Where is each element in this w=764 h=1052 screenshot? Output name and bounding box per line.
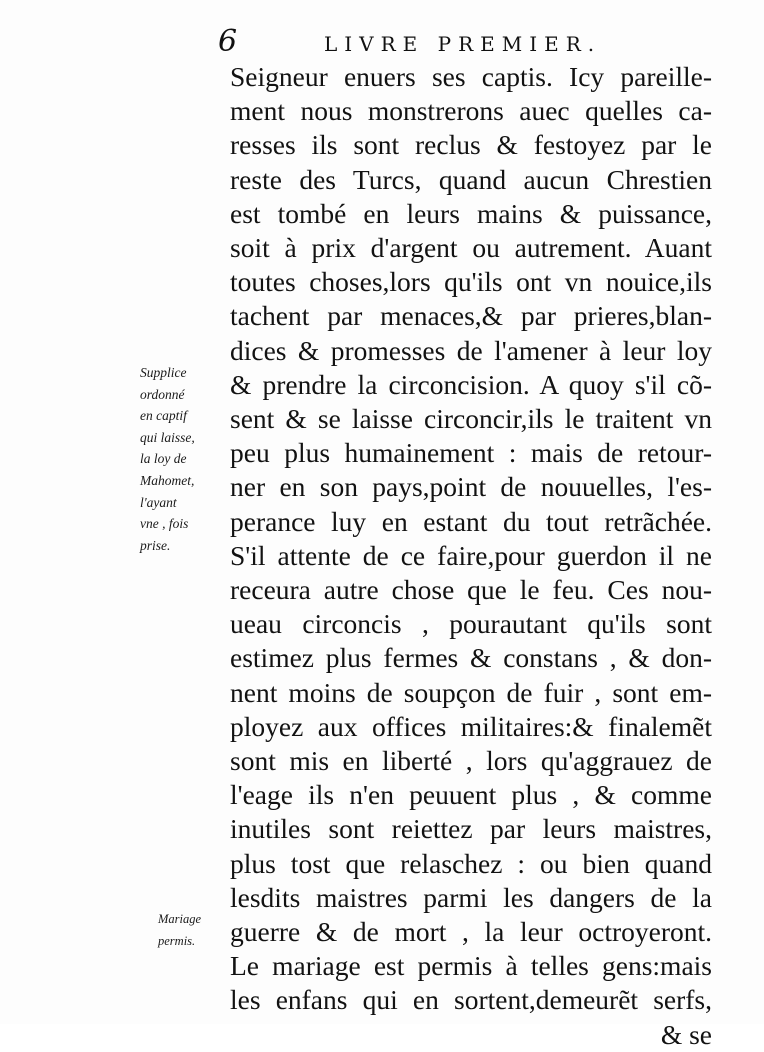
text-line: sent & se laisse circoncir,ils le traitent vn (230, 403, 712, 435)
marginal-note-line: l'ayant (140, 494, 177, 510)
text-line: toutes choses,lors qu'ils ont vn nouice,ils (230, 266, 712, 298)
marginal-note-line: prise. (140, 537, 171, 553)
text-line: l'eage ils n'en peuuent plus , & comme (230, 779, 712, 811)
marginal-note-line: la loy de (140, 451, 187, 467)
text-line: tachent par menaces,& par prieres,blan- (230, 300, 712, 332)
text-line: ment nous monstrerons auec quelles ca- (230, 95, 712, 127)
text-line: peu plus humainement : mais de retour- (230, 437, 712, 469)
text-line: soit à prix d'argent ou autrement. Auant (230, 232, 712, 264)
text-line: S'il attente de ce faire,pour guerdon il ne (230, 539, 712, 571)
marginal-note-line: vne , fois (140, 516, 189, 532)
marginal-note-line: Mahomet, (140, 472, 195, 488)
text-line: perance luy en estant du tout retrãchée. (230, 505, 712, 537)
marginal-note-line: Mariage (158, 912, 202, 926)
text-line: ployez aux offices militaires:& finalemẽt (230, 710, 712, 742)
text-line: lesdits maistres parmi les dangers de la (230, 881, 712, 913)
marginal-note-mariage (158, 908, 201, 952)
marginal-note-line: Supplice (140, 365, 187, 380)
page-header (218, 24, 638, 64)
text-line: les enfans qui en sortent,demeurẽt serfs, (230, 984, 712, 1016)
text-line: ueau circoncis , pourautant qu'ils sont (230, 608, 712, 640)
text-line: plus tost que relaschez : ou bien quand (230, 847, 712, 879)
text-line: estimez plus fermes & constans , & don- (230, 642, 712, 674)
text-line: ner en son pays,point de nouuelles, l'es- (230, 471, 712, 503)
catchword: & se (660, 1018, 712, 1050)
page-number: 6 (218, 24, 238, 59)
marginal-note-supplice (140, 362, 195, 556)
text-line: Seigneur enuers ses captis. Icy pareille- (230, 61, 712, 92)
text-line: guerre & de mort , la leur octroyeront. (230, 916, 712, 948)
text-line: receura autre chose que le feu. Ces nou- (230, 574, 712, 606)
text-line: resses ils sont reclus & festoyez par le (230, 129, 712, 161)
running-head: LIVRE PREMIER. (324, 32, 602, 56)
text-line: & prendre la circoncision. A quoy s'il cõ- (230, 368, 712, 400)
marginal-note-line: permis. (158, 934, 196, 948)
text-line: dices & promesses de l'amener à leur loy (230, 334, 712, 366)
marginal-note-line: ordonné (140, 386, 185, 402)
text-line: reste des Turcs, quand aucun Chrestien (230, 163, 712, 195)
text-line: nent moins de soupçon de fuir , sont em- (230, 676, 712, 708)
text-line: Le mariage est permis à telles gens:mais (230, 950, 712, 982)
text-line: sont mis en liberté , lors qu'aggrauez de (230, 745, 712, 777)
text-line: inutiles sont reiettez par leurs maistres, (230, 813, 712, 845)
body-text (230, 60, 712, 1052)
marginal-note-line: en captif (140, 408, 187, 424)
text-line: est tombé en leurs mains & puissance, (230, 197, 712, 229)
marginal-note-line: qui laisse, (140, 429, 195, 445)
